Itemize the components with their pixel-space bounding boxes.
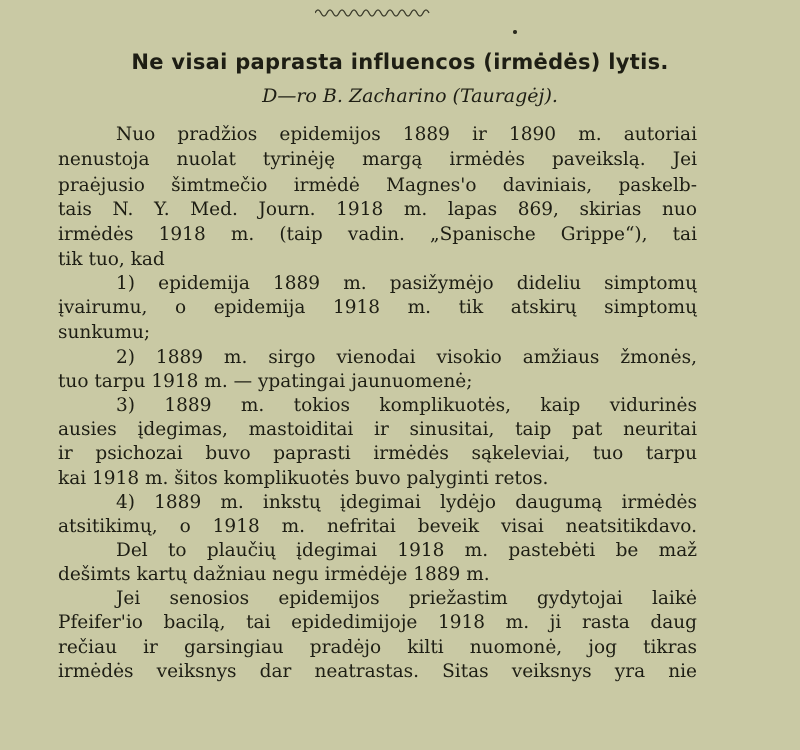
text-line: dešimts kartų dažniau negu irmėdėje 1889 m. bbox=[58, 564, 490, 585]
text-line: 1) epidemija 1889 m. pasižymėjo dideliu simptomų bbox=[116, 273, 697, 294]
text-line: tik tuo, kad bbox=[58, 249, 165, 270]
text-line: rečiau ir garsingiau pradėjo kilti nuomonė, jog tikras bbox=[58, 637, 697, 658]
text-line: Del to plaučių įdegimai 1918 m. pastebėti be maž bbox=[116, 540, 697, 561]
text-line: kai 1918 m. šitos komplikuotės buvo palyginti retos. bbox=[58, 468, 549, 489]
text-line: Nuo pradžios epidemijos 1889 ir 1890 m. autoriai bbox=[116, 124, 697, 145]
article-title: Ne visai paprasta influencos (irmėdės) lytis. bbox=[131, 50, 669, 74]
text-line: ir psichozai buvo paprasti irmėdės sąkeleviai, tuo tarpu bbox=[58, 443, 697, 464]
text-line: atsitikimų, o 1918 m. nefritai beveik visai neatsitikdavo. bbox=[58, 516, 697, 537]
text-line: Pfeifer'io bacilą, tai epidedimijoje 1918 m. ji rasta daug bbox=[58, 612, 697, 633]
text-line: tais N. Y. Med. Journ. 1918 m. lapas 869, skirias nuo bbox=[58, 199, 697, 220]
text-line: ausies įdegimas, mastoiditai ir sinusitai, taip pat neuritai bbox=[58, 419, 697, 440]
text-line: tuo tarpu 1918 m. — ypatingai jaunuomenė; bbox=[58, 371, 473, 392]
text-line: nenustoja nuolat tyrinėję margą irmėdės paveikslą. Jei bbox=[58, 149, 697, 170]
article-author: D—ro B. Zacharino (Tauragėj). bbox=[262, 85, 558, 107]
text-line: 4) 1889 m. inkstų įdegimai lydėjo daugumą irmėdės bbox=[116, 492, 697, 513]
text-line: irmėdės 1918 m. (taip vadin. „Spanische Grippe“), tai bbox=[58, 224, 697, 245]
text-line: 3) 1889 m. tokios komplikuotės, kaip vidurinės bbox=[116, 395, 697, 416]
text-line: 2) 1889 m. sirgo vienodai visokio amžiaus žmonės, bbox=[116, 347, 697, 368]
text-line: Jei senosios epidemijos priežastim gydytojai laikė bbox=[116, 588, 697, 609]
text-line: sunkumu; bbox=[58, 322, 151, 343]
ink-dot bbox=[513, 30, 517, 34]
decorative-wave-ornament bbox=[315, 6, 433, 20]
text-line: irmėdės veiksnys dar neatrastas. Sitas veiksnys yra nie bbox=[58, 661, 697, 682]
text-line: praėjusio šimtmečio irmėdė Magnes'o daviniais, paskelb- bbox=[58, 175, 697, 196]
text-line: įvairumu, o epidemija 1918 m. tik atskirų simptomų bbox=[58, 297, 697, 318]
